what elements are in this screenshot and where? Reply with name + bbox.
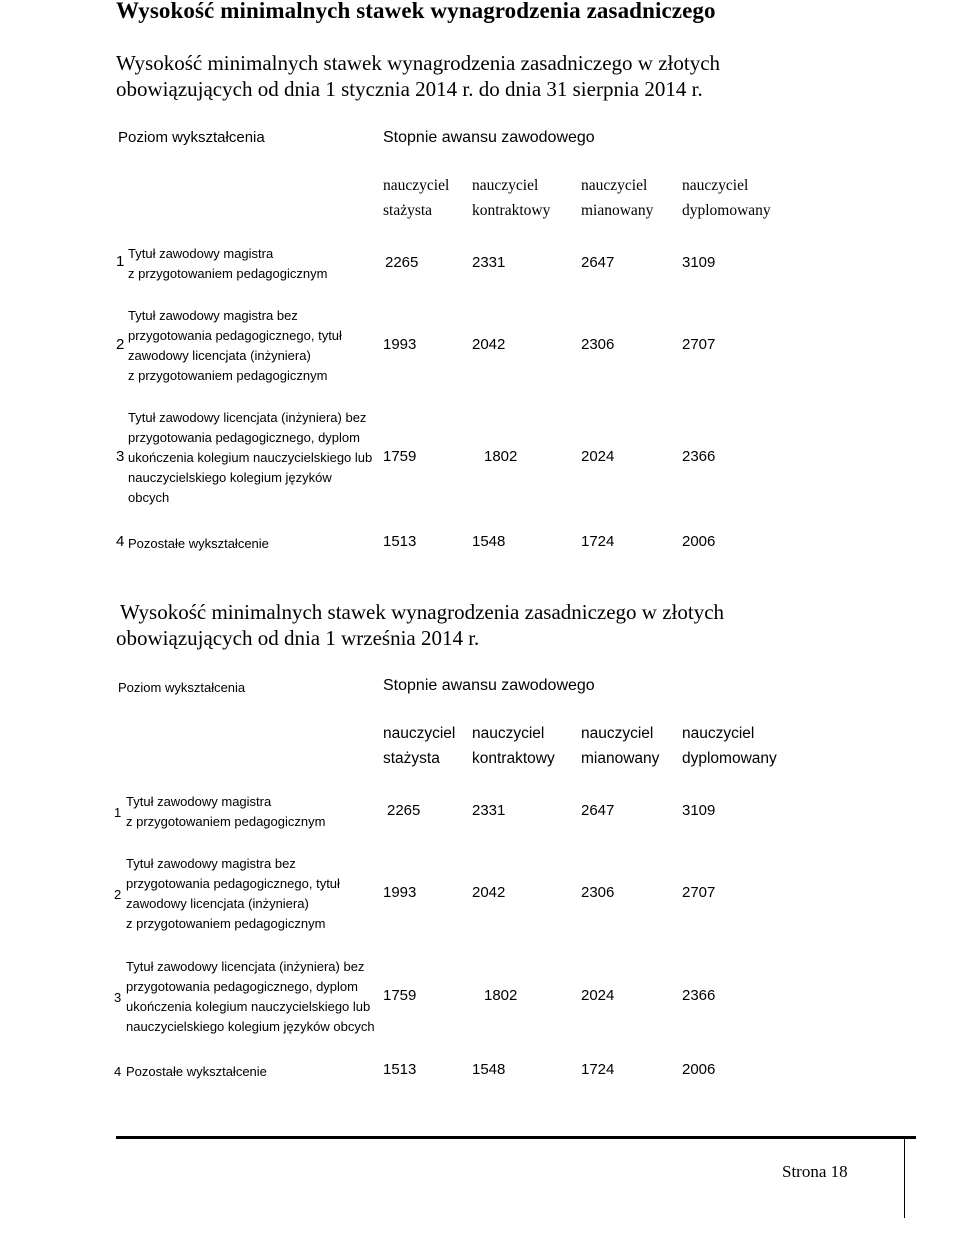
table-2-title-line-1: Wysokość minimalnych stawek wynagrodzenia zasadniczego w złotych bbox=[120, 600, 725, 624]
table-1-row-4-level: Pozostałe wykształcenie bbox=[128, 536, 269, 551]
footer-divider bbox=[904, 1138, 905, 1218]
table-2-row-4-value-stazysta: 1513 bbox=[383, 1061, 417, 1078]
table-2-row-2-value-dyplomowany: 2707 bbox=[682, 884, 716, 901]
table-1-row-4-value-dyplomowany: 2006 bbox=[682, 533, 716, 550]
table-2-row-2-number: 2 bbox=[114, 887, 122, 902]
table-2-row-2-value-stazysta: 1993 bbox=[383, 884, 417, 901]
page-number: Strona 18 bbox=[782, 1162, 848, 1181]
table-2-row-1-value-dyplomowany: 3109 bbox=[682, 802, 716, 819]
table-2-row-3-value-mianowany: 2024 bbox=[581, 987, 615, 1004]
table-1-header-grades: Stopnie awansu zawodowego bbox=[383, 129, 595, 146]
table-2-col-kontraktowy: nauczyciel kontraktowy bbox=[472, 725, 555, 767]
table-1-row-2-value-kontraktowy: 2042 bbox=[472, 336, 506, 353]
table-1-col-kontraktowy: nauczyciel kontraktowy bbox=[472, 177, 551, 219]
table-1-row-2-value-dyplomowany: 2707 bbox=[682, 336, 716, 353]
table-1-row-3-level: Tytuł zawodowy licencjata (inżyniera) bez przygotowania pedagogicznego, dyplom ukończenia kolegium nauczycielskiego lub nauczycielskiego kolegium języków obcych bbox=[128, 410, 373, 505]
table-1-row-3-number: 3 bbox=[116, 448, 125, 465]
table-2-row-4-value-dyplomowany: 2006 bbox=[682, 1061, 716, 1078]
table-2-row-4-value-mianowany: 1724 bbox=[581, 1061, 615, 1078]
table-2-col-mianowany: nauczyciel mianowany bbox=[581, 725, 660, 767]
table-1-row-2-level: Tytuł zawodowy magistra bez przygotowania pedagogicznego, tytuł zawodowy licencjata (inżyniera) z przygotowaniem pedagogicznym bbox=[128, 308, 342, 383]
table-1-row-2-number: 2 bbox=[116, 336, 125, 353]
table-1-row-1-level: Tytuł zawodowy magistra z przygotowaniem pedagogicznym bbox=[128, 246, 328, 281]
table-1-row-2-value-mianowany: 2306 bbox=[581, 336, 615, 353]
table-1-col-stazysta: nauczyciel stażysta bbox=[383, 177, 450, 219]
table-2-row-3-number: 3 bbox=[114, 990, 122, 1005]
table-2-row-4-value-kontraktowy: 1548 bbox=[472, 1061, 506, 1078]
table-2-row-1-level: Tytuł zawodowy magistra z przygotowaniem pedagogicznym bbox=[126, 794, 326, 829]
table-1-title-line-2: obowiązujących od dnia 1 stycznia 2014 r. do dnia 31 sierpnia 2014 r. bbox=[116, 77, 703, 101]
table-2-row-2-value-kontraktowy: 2042 bbox=[472, 884, 506, 901]
table-2-row-3-value-stazysta: 1759 bbox=[383, 987, 417, 1004]
table-1-row-3-value-stazysta: 1759 bbox=[383, 448, 417, 465]
table-2-row-1-value-mianowany: 2647 bbox=[581, 802, 615, 819]
page-heading: Wysokość minimalnych stawek wynagrodzenia zasadniczego bbox=[116, 0, 716, 23]
table-2-row-3-value-kontraktowy: 1802 bbox=[484, 987, 518, 1004]
table-1-row-3-value-kontraktowy: 1802 bbox=[484, 448, 518, 465]
table-2-row-4-level: Pozostałe wykształcenie bbox=[126, 1064, 267, 1079]
table-2-row-3-level: Tytuł zawodowy licencjata (inżyniera) bez przygotowania pedagogicznego, dyplom ukończenia kolegium nauczycielskiego lub nauczycielskiego kolegium języków obcych bbox=[126, 959, 375, 1034]
table-1-row-3-value-mianowany: 2024 bbox=[581, 448, 615, 465]
table-2-title-line-2: obowiązujących od dnia 1 września 2014 r. bbox=[116, 626, 480, 650]
table-1-row-4-value-mianowany: 1724 bbox=[581, 533, 615, 550]
table-1-row-2-value-stazysta: 1993 bbox=[383, 336, 417, 353]
table-2-col-dyplomowany: nauczyciel dyplomowany bbox=[682, 725, 777, 767]
table-1-row-4-value-stazysta: 1513 bbox=[383, 533, 417, 550]
table-2-row-2-level: Tytuł zawodowy magistra bez przygotowania pedagogicznego, tytuł zawodowy licencjata (inżyniera) z przygotowaniem pedagogicznym bbox=[126, 856, 340, 931]
table-1-row-1-number: 1 bbox=[116, 253, 125, 270]
footer-rule bbox=[116, 1136, 916, 1139]
table-2-row-3-value-dyplomowany: 2366 bbox=[682, 987, 716, 1004]
table-1-col-mianowany: nauczyciel mianowany bbox=[581, 177, 654, 219]
table-2-row-1-value-stazysta: 2265 bbox=[387, 802, 421, 819]
table-1-row-1-value-stazysta: 2265 bbox=[385, 254, 419, 271]
table-2-header-level: Poziom wykształcenia bbox=[118, 680, 246, 695]
table-2-header-grades: Stopnie awansu zawodowego bbox=[383, 677, 595, 694]
table-1-row-3-value-dyplomowany: 2366 bbox=[682, 448, 716, 465]
table-1-header-level: Poziom wykształcenia bbox=[118, 129, 265, 146]
table-1-col-dyplomowany: nauczyciel dyplomowany bbox=[682, 177, 771, 219]
table-1-row-1-value-kontraktowy: 2331 bbox=[472, 254, 506, 271]
table-1-row-1-value-dyplomowany: 3109 bbox=[682, 254, 716, 271]
table-1-row-4-value-kontraktowy: 1548 bbox=[472, 533, 506, 550]
table-2-col-stazysta: nauczyciel stażysta bbox=[383, 725, 456, 767]
table-1-row-1-value-mianowany: 2647 bbox=[581, 254, 615, 271]
table-1-row-4-number: 4 bbox=[116, 533, 125, 550]
table-1-title-line-1: Wysokość minimalnych stawek wynagrodzenia zasadniczego w złotych bbox=[116, 51, 721, 75]
table-2-row-1-value-kontraktowy: 2331 bbox=[472, 802, 506, 819]
table-2-row-1-number: 1 bbox=[114, 805, 122, 820]
table-2-row-4-number: 4 bbox=[114, 1064, 122, 1079]
table-2-row-2-value-mianowany: 2306 bbox=[581, 884, 615, 901]
